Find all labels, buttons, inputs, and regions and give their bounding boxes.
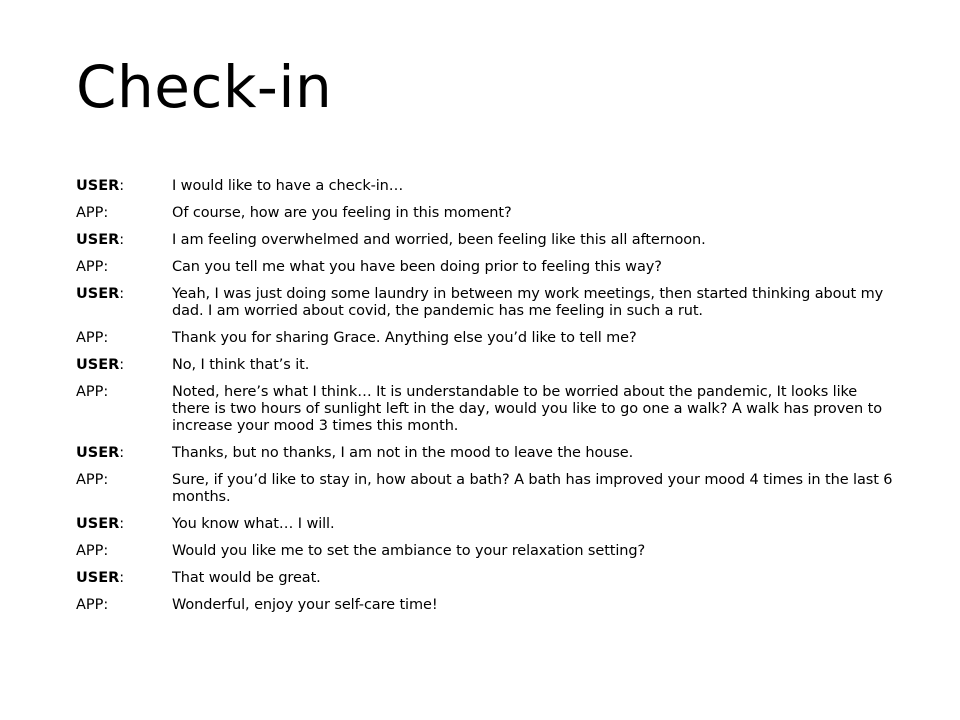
message-text: Noted, here’s what I think… It is understandable to be worried about the pandemic, It looks like there is two hours of sunlight left in the day, would you like to go one a walk? A walk has proven to increase your mood 3 times this month. xyxy=(172,384,882,434)
transcript xyxy=(76,178,896,624)
transcript-turn-user xyxy=(76,286,896,320)
speaker-name: APP xyxy=(76,472,104,488)
speaker-label: APP: xyxy=(76,330,109,346)
speaker-name: USER xyxy=(76,445,120,461)
speaker-label: APP: xyxy=(76,597,109,613)
speaker-name: APP xyxy=(76,205,104,221)
message-text: I am feeling overwhelmed and worried, been feeling like this all afternoon. xyxy=(172,232,706,248)
speaker-name: USER xyxy=(76,286,120,302)
speaker-name: APP xyxy=(76,384,104,400)
speaker-name: APP xyxy=(76,259,104,275)
transcript-turn-user xyxy=(76,178,896,195)
speaker-label: USER: xyxy=(76,445,125,461)
speaker-name: USER xyxy=(76,357,120,373)
speaker-name: USER xyxy=(76,178,120,194)
speaker-name: USER xyxy=(76,232,120,248)
speaker-name: USER xyxy=(76,570,120,586)
speaker-name: USER xyxy=(76,516,120,532)
transcript-turn-user xyxy=(76,445,896,462)
transcript-turn-app xyxy=(76,597,896,614)
page-title: Check-in xyxy=(76,53,333,121)
transcript-turn-app xyxy=(76,543,896,560)
transcript-turn-app xyxy=(76,259,896,276)
message-text: That would be great. xyxy=(172,570,321,586)
message-text: Sure, if you’d like to stay in, how about a bath? A bath has improved your mood 4 times in the last 6 months. xyxy=(172,472,893,505)
speaker-name: APP xyxy=(76,543,104,559)
transcript-turn-user xyxy=(76,570,896,587)
message-text: Thank you for sharing Grace. Anything else you’d like to tell me? xyxy=(172,330,637,346)
speaker-label: USER: xyxy=(76,516,125,532)
message-text: Thanks, but no thanks, I am not in the mood to leave the house. xyxy=(172,445,634,461)
speaker-label: APP: xyxy=(76,259,109,275)
speaker-label: USER: xyxy=(76,286,125,302)
message-text: You know what… I will. xyxy=(172,516,335,532)
transcript-turn-app xyxy=(76,330,896,347)
transcript-turn-user xyxy=(76,357,896,374)
speaker-label: APP: xyxy=(76,384,109,400)
message-text: No, I think that’s it. xyxy=(172,357,310,373)
transcript-turn-app xyxy=(76,205,896,222)
speaker-label: APP: xyxy=(76,205,109,221)
transcript-turn-user xyxy=(76,516,896,533)
speaker-label: APP: xyxy=(76,472,109,488)
speaker-label: USER: xyxy=(76,178,125,194)
speaker-label: USER: xyxy=(76,357,125,373)
transcript-turn-app xyxy=(76,384,896,435)
message-text: Of course, how are you feeling in this moment? xyxy=(172,205,512,221)
speaker-label: USER: xyxy=(76,232,125,248)
speaker-name: APP xyxy=(76,597,104,613)
speaker-label: APP: xyxy=(76,543,109,559)
speaker-name: APP xyxy=(76,330,104,346)
message-text: Wonderful, enjoy your self-care time! xyxy=(172,597,438,613)
message-text: Yeah, I was just doing some laundry in between my work meetings, then started thinking about my dad. I am worried about covid, the pandemic has me feeling in such a rut. xyxy=(172,286,884,319)
transcript-turn-user xyxy=(76,232,896,249)
transcript-turn-app xyxy=(76,472,896,506)
speaker-label: USER: xyxy=(76,570,125,586)
message-text: I would like to have a check-in… xyxy=(172,178,404,194)
message-text: Can you tell me what you have been doing prior to feeling this way? xyxy=(172,259,662,275)
message-text: Would you like me to set the ambiance to your relaxation setting? xyxy=(172,543,646,559)
